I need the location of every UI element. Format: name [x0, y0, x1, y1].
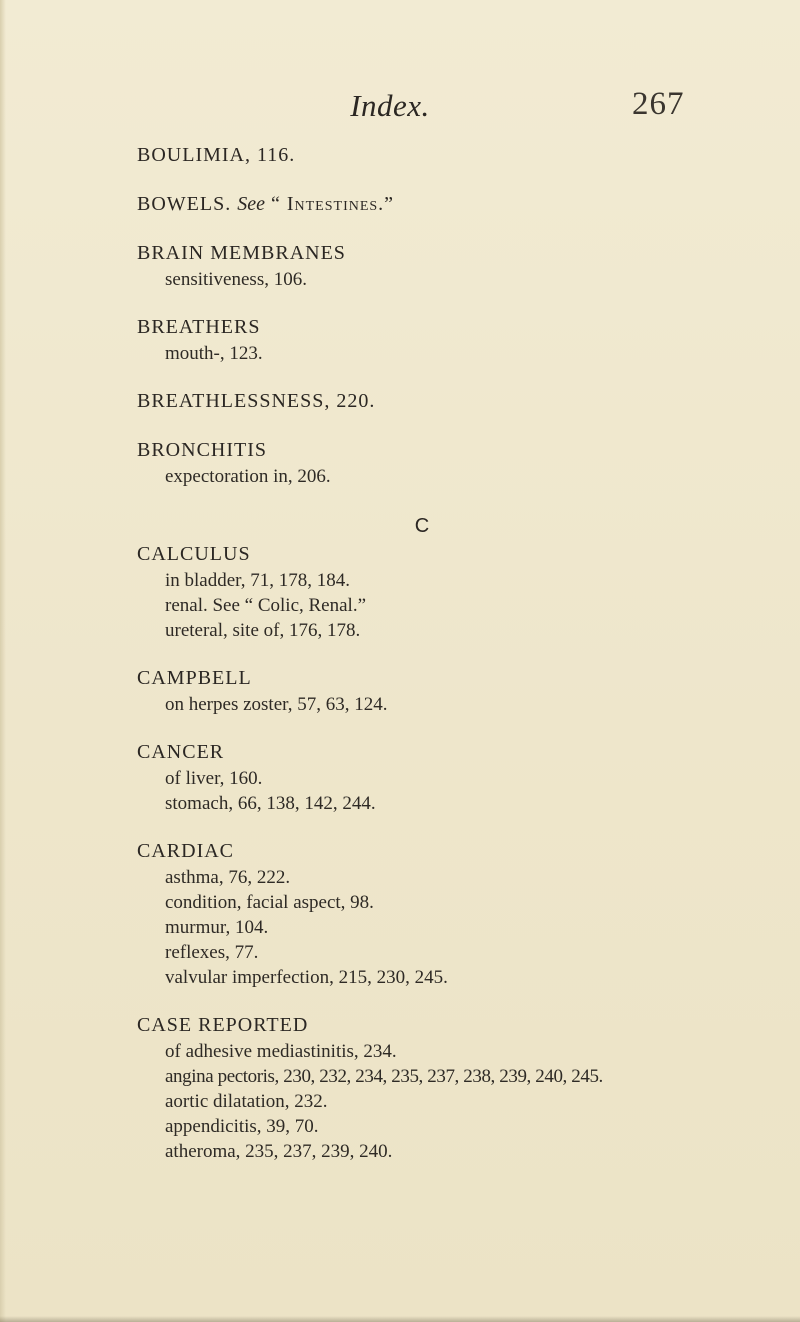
entry-heading: CASE REPORTED: [137, 1014, 309, 1036]
index-entry: [137, 437, 787, 489]
section-letter: C: [414, 515, 430, 537]
entry-subitem: asthma, 76, 222.: [165, 867, 291, 888]
page-title: Index.: [350, 88, 430, 123]
entry-heading: BRONCHITIS: [137, 439, 268, 461]
entry-subitem: in bladder, 71, 178, 184.: [165, 570, 350, 591]
entry-subitem: appendicitis, 39, 70.: [165, 1116, 319, 1137]
entry-subitem: ureteral, site of, 176, 178.: [165, 620, 361, 641]
index-entry: [137, 739, 787, 816]
index-entry: [137, 191, 787, 218]
page-edge: [0, 0, 6, 1322]
entry-subitem: sensitiveness, 106.: [165, 269, 307, 290]
index-entry: [137, 838, 787, 990]
entry-subitem: expectoration in, 206.: [165, 466, 331, 487]
entry-subitem: aortic dilatation, 232.: [165, 1091, 328, 1112]
entry-heading: CALCULUS: [137, 543, 251, 565]
entry-heading-text: BOWELS.: [137, 193, 232, 215]
page-number: 267: [632, 86, 685, 122]
entry-heading: BOULIMIA, 116.: [137, 144, 296, 166]
entry-heading: BRAIN MEMBRANES: [137, 242, 346, 264]
index-entry: [137, 541, 787, 643]
entry-subitem: on herpes zoster, 57, 63, 124.: [165, 694, 388, 715]
index-entry: [137, 665, 787, 717]
entry-heading: CARDIAC: [137, 840, 235, 862]
index-entry: [137, 142, 787, 169]
entry-subitem: mouth-, 123.: [165, 343, 263, 364]
entry-heading: CAMPBELL: [137, 667, 252, 689]
entry-subitem: renal. See “ Colic, Renal.”: [165, 595, 367, 616]
entry-heading: CANCER: [137, 741, 225, 763]
index-entry: [137, 388, 787, 415]
entry-subitem: valvular imperfection, 215, 230, 245.: [165, 967, 448, 988]
entry-subitem: angina pectoris, 230, 232, 234, 235, 237, 238, 239, 240, 245.: [165, 1066, 603, 1087]
entry-subitem: condition, facial aspect, 98.: [165, 892, 374, 913]
entry-heading: BREATHERS: [137, 316, 261, 338]
page-bottom-edge: [0, 1316, 800, 1322]
index-entry: [137, 240, 787, 292]
entry-subitem: reflexes, 77.: [165, 942, 259, 963]
index-entry: [137, 1012, 787, 1164]
see-label: See: [237, 193, 265, 215]
entry-subitem: atheroma, 235, 237, 239, 240.: [165, 1141, 393, 1162]
index-entries: [137, 142, 787, 1186]
entry-subitem: of liver, 160.: [165, 768, 263, 789]
entry-heading: [137, 191, 787, 218]
index-entry: [137, 314, 787, 366]
entry-heading: BREATHLESSNESS, 220.: [137, 390, 376, 412]
cross-reference: “ Intestines.”: [270, 193, 395, 215]
entry-subitem: of adhesive mediastinitis, 234.: [165, 1041, 397, 1062]
entry-subitem: murmur, 104.: [165, 917, 269, 938]
entry-subitem: stomach, 66, 138, 142, 244.: [165, 793, 376, 814]
